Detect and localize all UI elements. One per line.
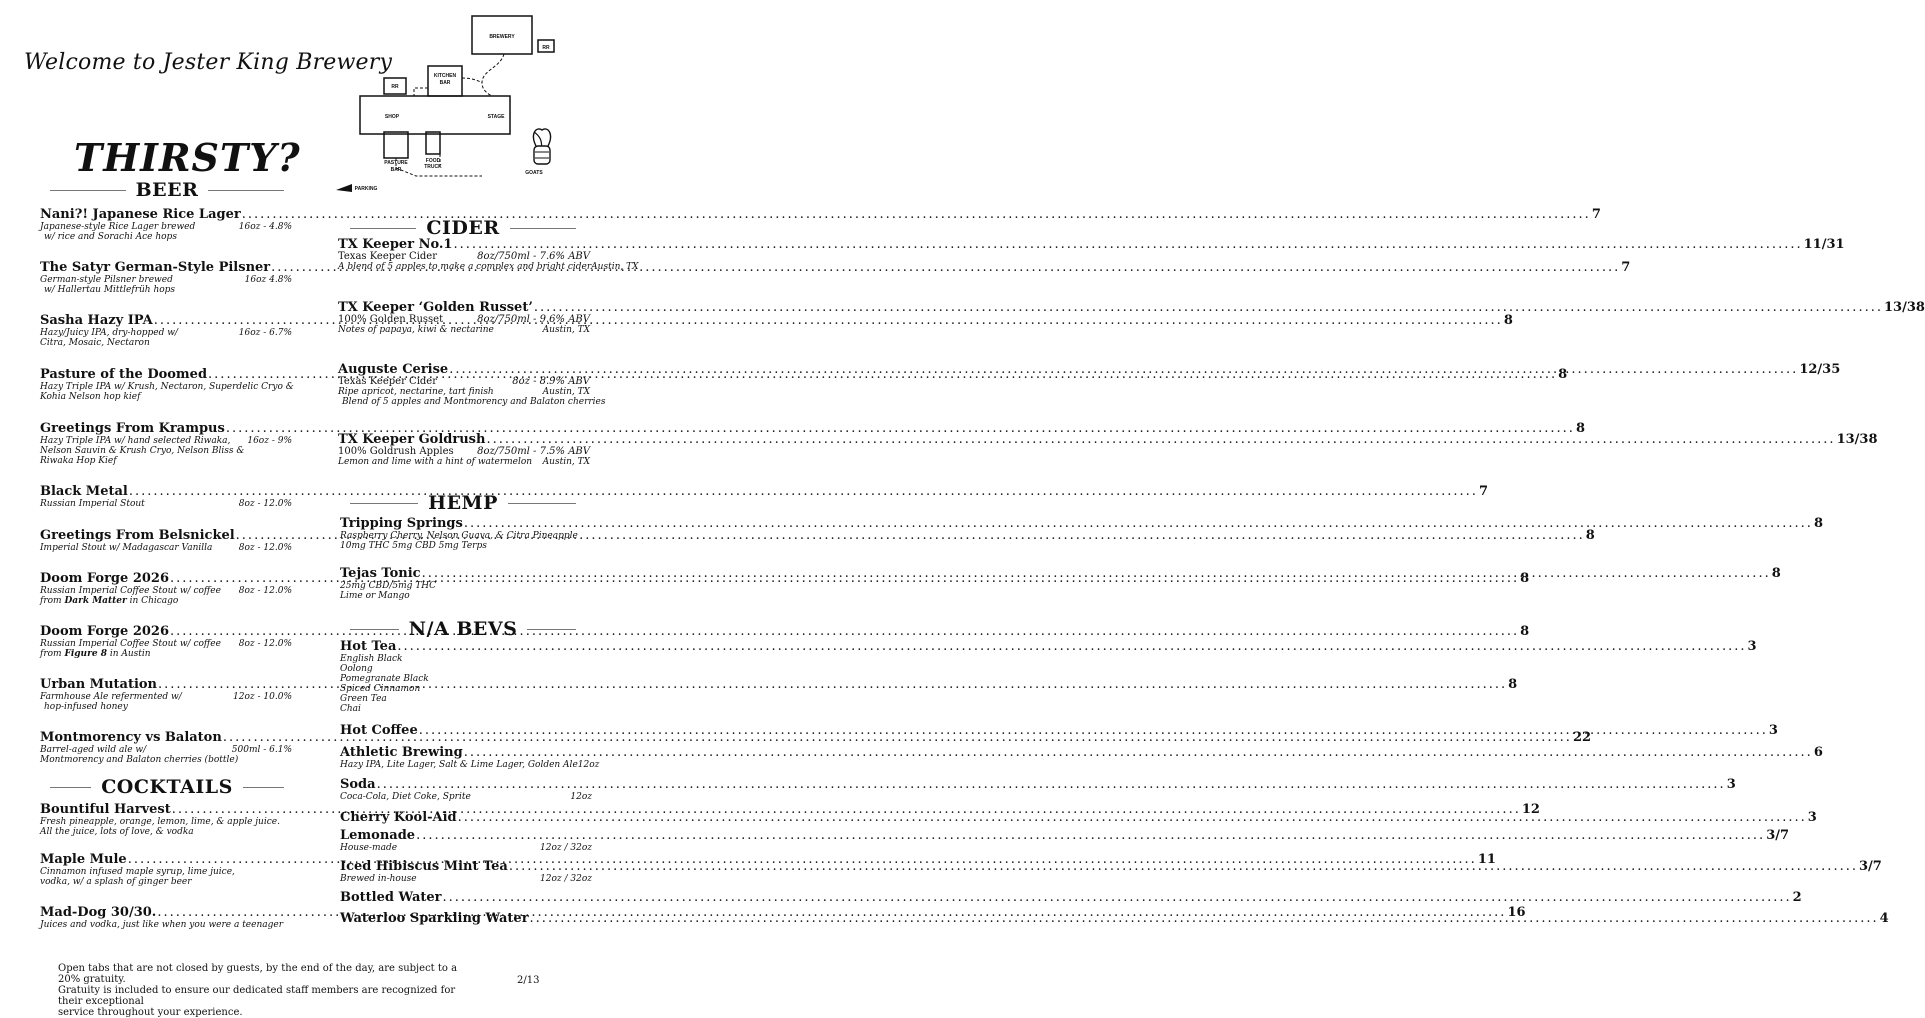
item-description: Blend of 5 apples and Montmorency and Balaton cherries <box>342 397 606 407</box>
map-label-brewery: BREWERY <box>489 34 515 40</box>
item-name: Urban Mutation <box>40 677 158 692</box>
item-description: Hazy IPA, Lite Lager, Salt & Lime Lager, Golden Ale <box>340 760 578 770</box>
na-item <box>340 639 1757 714</box>
item-description: Imperial Stout w/ Madagascar Vanilla <box>40 543 213 553</box>
desc-text: in Austin <box>106 649 151 659</box>
item-producer: Texas Keeper Cider <box>338 376 437 387</box>
item-description: Hazy/Juicy IPA, dry-hopped w/ <box>40 328 178 338</box>
desc-text: from <box>40 649 65 659</box>
item-name: TX Keeper No.1 <box>338 237 453 252</box>
item-price: 3 <box>1726 777 1736 792</box>
item-price: 11/31 <box>1803 237 1845 252</box>
item-price: 22 <box>1572 730 1592 745</box>
gratuity-line: service throughout your experience. <box>58 1007 243 1018</box>
tea-option: Spiced Cinnamon <box>340 684 421 694</box>
item-description: Notes of papaya, kiwi & nectarine <box>338 325 494 335</box>
item-price: 16 <box>1507 905 1526 920</box>
item-price: 8 <box>1813 516 1823 531</box>
item-name: Iced Hibiscus Mint Tea <box>340 859 508 874</box>
map-label-truck: TRUCK <box>424 164 442 170</box>
cider-item <box>338 362 1841 407</box>
item-name: Doom Forge 2026 <box>40 571 170 586</box>
item-origin: Austin, TX <box>542 387 590 397</box>
item-description: vodka, w/ a splash of ginger beer <box>40 877 192 887</box>
item-size: 12oz / 32oz <box>540 843 592 853</box>
item-size-abv: 500ml - 6.1% <box>231 745 292 755</box>
item-size-abv: 16oz - 6.7% <box>238 328 292 338</box>
item-price: 8 <box>1575 421 1585 436</box>
item-size: 12oz <box>577 760 600 770</box>
item-name: The Satyr German-Style Pilsner <box>40 260 271 275</box>
item-price: 8 <box>1585 528 1595 543</box>
item-price: 12 <box>1521 802 1540 817</box>
section-cider-title: CIDER <box>426 217 500 239</box>
item-description: Cinnamon infused maple syrup, lime juice, <box>40 867 235 877</box>
item-price: 7 <box>1591 207 1601 222</box>
map-label-shop: SHOP <box>384 114 400 120</box>
item-producer: Texas Keeper Cider <box>338 251 437 262</box>
item-description: Russian Imperial Coffee Stout w/ coffee <box>40 586 221 596</box>
page-number: 2/13 <box>517 975 540 986</box>
item-size-abv: 16oz - 4.8% <box>238 222 292 232</box>
tea-option: English Black <box>340 654 403 664</box>
item-name: Auguste Cerise <box>338 362 449 377</box>
map-label-kitchen-bar: BAR <box>439 80 451 86</box>
map-label-pasture: PASTURE <box>384 160 408 166</box>
item-description: w/ Hallertau Mittlefrüh hops <box>44 285 176 295</box>
item-description <box>40 596 292 606</box>
item-price: 6 <box>1813 745 1823 760</box>
item-price: 8 <box>1771 566 1781 581</box>
item-price: 3/7 <box>1766 828 1790 843</box>
item-description: A blend of 5 apples to make a complex and bright cider <box>338 262 592 272</box>
item-description: Hazy Triple IPA w/ Krush, Nectaron, Superdelic Cryo & <box>40 382 294 392</box>
item-name: Bottled Water <box>340 890 442 905</box>
item-size: 12oz / 32oz <box>540 874 592 884</box>
item-name: TX Keeper ‘Golden Russet’ <box>338 300 533 315</box>
item-description: Fresh pineapple, orange, lemon, lime, & apple juice. <box>40 817 280 827</box>
item-price: 2 <box>1792 890 1802 905</box>
item-description: Ripe apricot, nectarine, tart finish <box>338 387 494 397</box>
item-origin: Austin, TX <box>542 457 590 467</box>
item-price: 7 <box>1621 260 1631 275</box>
item-description: Citra, Mosaic, Nectaron <box>40 338 150 348</box>
item-name: Greetings From Krampus <box>40 421 225 436</box>
item-description: All the juice, lots of love, & vodka <box>40 827 194 837</box>
item-name: Soda <box>340 777 376 792</box>
cider-item <box>338 432 1878 467</box>
item-description: German-style Pilsner brewed <box>40 275 173 285</box>
item-name: Greetings From Belsnickel <box>40 528 235 543</box>
hemp-item <box>340 516 1823 551</box>
item-name: Hot Coffee <box>340 723 418 738</box>
item-name: Maple Mule <box>40 852 127 867</box>
thirsty-heading: THIRSTY? <box>74 135 301 180</box>
map-label-pasture-bar: BAR <box>390 167 402 173</box>
map-label-kitchen: KITCHEN <box>433 73 457 79</box>
item-description: hop-infused honey <box>44 702 128 712</box>
item-name: Nani?! Japanese Rice Lager <box>40 207 241 222</box>
na-item <box>340 890 1802 905</box>
item-price: 8 <box>1558 367 1568 382</box>
item-origin: Austin, TX <box>542 325 590 335</box>
tea-option: Pomegranate Black <box>340 674 429 684</box>
item-size-abv: 16oz - 9% <box>247 436 292 446</box>
tea-option: Green Tea <box>340 694 387 704</box>
item-description: Kohia Nelson hop kief <box>40 392 141 402</box>
item-description <box>40 649 292 659</box>
map-label-parking: PARKING <box>354 186 378 192</box>
item-name: Lemonade <box>340 828 416 843</box>
item-description: 10mg THC 5mg CBD 5mg Terps <box>340 541 487 551</box>
coffee-roaster-name: Dark Matter <box>64 596 127 606</box>
item-name: TX Keeper Goldrush <box>338 432 486 447</box>
na-item <box>340 810 1817 825</box>
item-description: Hazy Triple IPA w/ hand selected Riwaka, <box>40 436 231 446</box>
item-price: 12/35 <box>1799 362 1841 377</box>
item-name: Black Metal <box>40 484 128 499</box>
item-name: Sasha Hazy IPA <box>40 313 153 328</box>
section-beer-heading <box>50 179 284 201</box>
desc-text: from <box>40 596 65 606</box>
item-price: 3 <box>1747 639 1757 654</box>
item-description: Riwaka Hop Kief <box>40 456 117 466</box>
item-producer: 100% Golden Russet <box>338 314 444 325</box>
na-item <box>340 777 1736 802</box>
item-size-abv: 8oz - 12.0% <box>238 586 292 596</box>
gratuity-line: Open tabs that are not closed by guests, by the end of the day, are subject to a 20% gratuity. <box>58 963 458 985</box>
item-name: Montmorency vs Balaton <box>40 730 222 745</box>
section-cocktails-heading <box>50 776 284 798</box>
item-size-abv: 16oz 4.8% <box>244 275 292 285</box>
item-size-abv: 8oz/750ml - 9.6% ABV <box>477 314 590 325</box>
item-name: Hot Tea <box>340 639 397 654</box>
item-size-abv: 8oz - 12.0% <box>238 639 292 649</box>
gratuity-line: Gratuity is included to ensure our dedicated staff members are recognized for their exceptional <box>58 985 456 1007</box>
tea-option: Chai <box>340 704 361 714</box>
item-price: 13/38 <box>1836 432 1878 447</box>
item-description: Lemon and lime with a hint of watermelon <box>338 457 533 467</box>
item-description: 25mg CBD/5mg THC <box>340 581 436 591</box>
item-description: w/ rice and Sorachi Ace hops <box>44 232 177 242</box>
item-name: Pasture of the Doomed <box>40 367 208 382</box>
item-description: Russian Imperial Coffee Stout w/ coffee <box>40 639 221 649</box>
na-item <box>340 745 1823 770</box>
item-name: Tripping Springs <box>340 516 463 531</box>
item-price: 13/38 <box>1883 300 1925 315</box>
item-size-abv: 8oz - 8.9% ABV <box>512 376 590 387</box>
section-na-title: N/A BEVS <box>408 618 518 640</box>
item-description: Russian Imperial Stout <box>40 499 145 509</box>
item-size-abv: 8oz/750ml - 7.5% ABV <box>477 446 590 457</box>
item-name: Athletic Brewing <box>340 745 463 760</box>
map-label-food: FOOD <box>425 158 441 164</box>
item-description: Nelson Sauvin & Krush Cryo, Nelson Bliss & <box>40 446 245 456</box>
map-foodtruck-building <box>426 132 440 154</box>
item-price: 8 <box>1520 571 1530 586</box>
gratuity-note <box>58 963 478 1018</box>
item-origin: Austin, TX <box>591 262 639 272</box>
item-description: Brewed in-house <box>340 874 417 884</box>
item-size: 12oz <box>570 792 592 802</box>
item-price: 8 <box>1508 677 1518 692</box>
item-name: Doom Forge 2026 <box>40 624 170 639</box>
cider-item <box>338 300 1925 335</box>
item-description: Montmorency and Balaton cherries (bottle) <box>40 755 239 765</box>
item-name: Bountiful Harvest <box>40 802 171 817</box>
map-pasture-building <box>384 132 408 158</box>
item-price: 3 <box>1807 810 1817 825</box>
item-name: Tejas Tonic <box>340 566 421 581</box>
item-description: Japanese-style Rice Lager brewed <box>40 222 196 232</box>
section-hemp-title: HEMP <box>428 492 498 514</box>
parking-arrow-icon <box>336 184 352 192</box>
item-name: Cherry Kool-Aid <box>340 810 457 825</box>
map-label-rr-top: RR <box>542 45 550 51</box>
item-description: House-made <box>340 843 398 853</box>
item-producer: 100% Goldrush Apples <box>338 446 454 457</box>
brewery-map <box>332 8 604 198</box>
cider-item <box>338 237 1845 272</box>
item-size-abv: 8oz - 12.0% <box>238 499 292 509</box>
item-size-abv: 8oz/750ml - 7.6% ABV <box>477 251 590 262</box>
item-size-abv: 8oz - 12.0% <box>238 543 292 553</box>
map-label-stage: STAGE <box>487 114 505 120</box>
desc-text: in Chicago <box>126 596 179 606</box>
item-price: 3 <box>1768 723 1778 738</box>
section-cocktails-title: COCKTAILS <box>101 776 233 798</box>
welcome-heading: Welcome to Jester King Brewery <box>24 50 393 75</box>
section-beer-title: BEER <box>135 179 199 201</box>
item-price: 7 <box>1478 484 1488 499</box>
item-description: Lime or Mango <box>340 591 410 601</box>
map-label-rr-left: RR <box>391 84 399 90</box>
item-description: Coca-Cola, Diet Coke, Sprite <box>340 792 471 802</box>
hemp-item <box>340 566 1781 601</box>
tea-option: Oolong <box>340 664 373 674</box>
item-price: 8 <box>1503 313 1513 328</box>
item-description: Barrel-aged wild ale w/ <box>40 745 147 755</box>
coffee-roaster-name: Figure 8 <box>64 649 107 659</box>
item-description: Juices and vodka, just like when you were a teenager <box>40 920 284 930</box>
item-price: 3/7 <box>1858 859 1882 874</box>
na-item <box>340 828 1790 853</box>
item-description: Raspberry Cherry, Nelson Guava, & Citra Pineapple <box>340 531 578 541</box>
item-price: 4 <box>1879 911 1889 926</box>
item-price: 11 <box>1477 852 1496 867</box>
item-name: Mad-Dog 30/30. <box>40 905 157 920</box>
item-description: Farmhouse Ale refermented w/ <box>40 692 182 702</box>
item-size-abv: 12oz - 10.0% <box>233 692 292 702</box>
item-price: 8 <box>1520 624 1530 639</box>
map-label-goats: GOATS <box>525 170 543 176</box>
item-name: Waterloo Sparkling Water <box>340 911 529 926</box>
